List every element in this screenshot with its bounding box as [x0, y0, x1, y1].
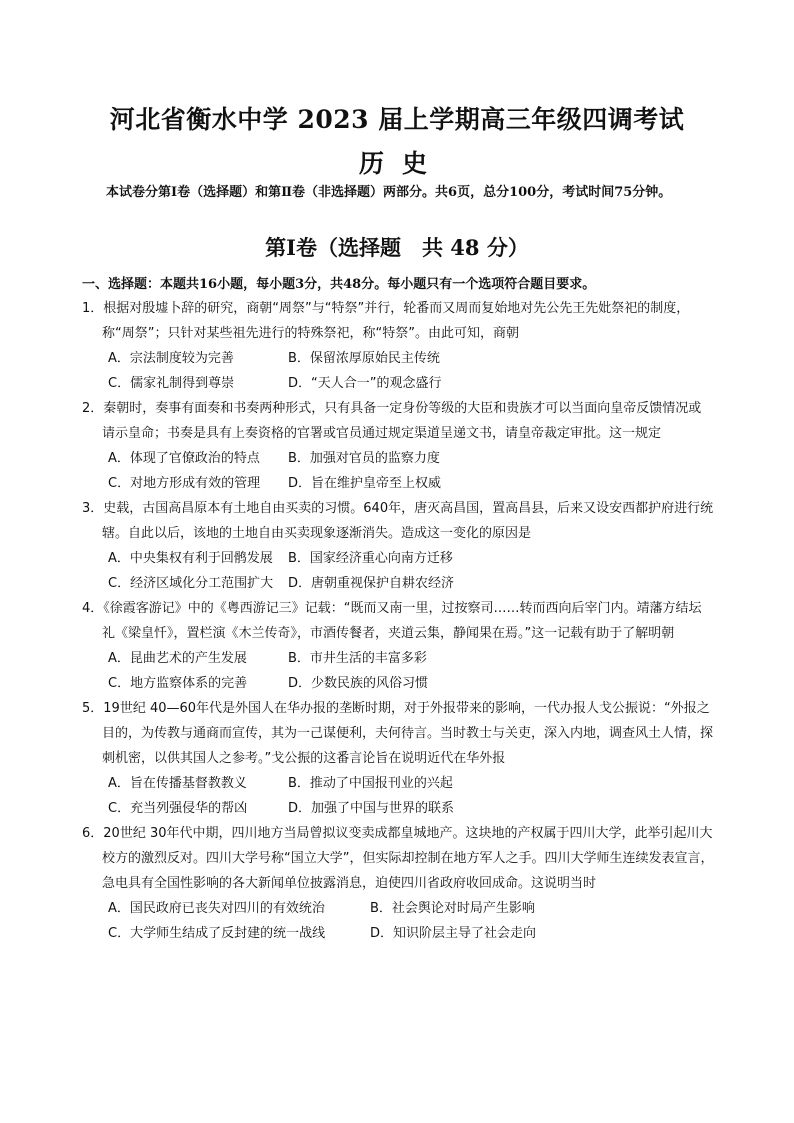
exam-notice: 本试卷分第Ⅰ卷（选择题）和第Ⅱ卷（非选择题）两部分。共6页，总分100分，考试时间75分钟。: [106, 185, 672, 200]
option-b[interactable]: B．社会舆论对时局产生影响: [370, 901, 535, 916]
option-row: [82, 671, 714, 696]
option-row: [82, 646, 714, 671]
option-row: [82, 346, 714, 371]
question-number: 5．: [82, 701, 104, 716]
option-c[interactable]: C．充当列强侵华的帮凶: [108, 801, 248, 816]
option-a[interactable]: A．体现了官僚政治的特点: [108, 451, 260, 466]
subject-title: 历史: [358, 149, 445, 178]
option-c[interactable]: C．大学师生结成了反封建的统一战线: [108, 926, 326, 941]
option-d[interactable]: D．加强了中国与世界的联系: [288, 801, 455, 816]
section-heading: 一、选择题：本题共16小题，每小题3分，共48分。每小题只有一个选项符合题目要求。: [82, 277, 596, 292]
option-b[interactable]: B．国家经济重心向南方迁移: [288, 551, 453, 566]
option-d[interactable]: D．“天人合一”的观念盛行: [288, 376, 442, 391]
option-row: [82, 921, 714, 946]
question-number: 3．: [82, 501, 104, 516]
question-text: 20世纪 30年代中期，四川地方当局曾拟议变卖成都皇城地产。这块地的产权属于四川大学，此举引起川大校方的激烈反对。四川大学号称“国立大学”，但实际却控制在地方军人之手。四川大学师生连续发表宣言，急电具有全国性影响的各大新闻单位披露消息，迫使四川省政府收回成命。这说明当时: [102, 826, 714, 891]
option-row: [82, 896, 714, 921]
question-stem: [82, 696, 714, 771]
option-d[interactable]: D．唐朝重视保护自耕农经济: [288, 576, 455, 591]
option-a[interactable]: A．旨在传播基督教教义: [108, 776, 247, 791]
option-c[interactable]: C．儒家礼制得到尊崇: [108, 376, 235, 391]
option-c[interactable]: C．地方监察体系的完善: [108, 676, 248, 691]
part-title: 第Ⅰ卷（选择题 共 48 分）: [265, 235, 529, 260]
question-text: 史载，古国高昌原本有土地自由买卖的习惯。640年，唐灭高昌国，置高昌县，后来又设安西都护府进行统辖。自此以后，该地的土地自由买卖现象逐渐消失。造成这一变化的原因是: [102, 501, 714, 541]
option-d[interactable]: D．知识阶层主导了社会走向: [370, 926, 537, 941]
option-c[interactable]: C．对地方形成有效的管理: [108, 476, 261, 491]
question-text: 19世纪 40—60年代是外国人在华办报的垄断时期，对于外报带来的影响，一代办报人戈公振说：“外报之目的，为传教与通商而宣传，其为一己谋便利，夫何待言。当时教士与关吏，深入内地，调查风土人情，探刺机密，以供其国人之参考。”戈公振的这番言论旨在说明近代在华外报: [102, 701, 714, 766]
option-d[interactable]: D．少数民族的风俗习惯: [288, 676, 429, 691]
question-number: 1．: [82, 301, 104, 316]
question-6: [82, 821, 714, 946]
question-text: 根据对殷墟卜辞的研究，商朝“周祭”与“特祭”并行，轮番而又周而复始地对先公先王先妣祭祀的制度，称“周祭”；只针对某些祖先进行的特殊祭祀，称“特祭”。由此可知，商朝: [102, 301, 690, 341]
question-stem: [82, 496, 714, 546]
option-row: [82, 371, 714, 396]
question-stem: [82, 296, 714, 346]
option-row: [82, 446, 714, 471]
option-row: [82, 546, 714, 571]
option-row: [82, 771, 714, 796]
option-row: [82, 471, 714, 496]
question-number: 6．: [82, 826, 104, 841]
option-c[interactable]: C．经济区域化分工范围扩大: [108, 576, 274, 591]
exam-title: 河北省衡水中学 2023 届上学期高三年级四调考试: [109, 105, 685, 134]
question-4: [82, 596, 714, 696]
question-5: [82, 696, 714, 821]
question-number: 2．: [82, 401, 104, 416]
question-list: [82, 296, 714, 946]
option-a[interactable]: A．中央集权有利于回鹘发展: [108, 551, 273, 566]
question-text: 秦朝时，奏事有面奏和书奏两种形式，只有具备一定身份等级的大臣和贵族才可以当面向皇帝反馈情况或请示皇命；书奏是具有上奏资格的官署或官员通过规定渠道呈递文书，请皇帝裁定审批。这一规定: [102, 401, 702, 441]
question-stem: [82, 821, 714, 896]
option-d[interactable]: D．旨在维护皇帝至上权威: [288, 476, 442, 491]
option-b[interactable]: B．加强对官员的监察力度: [288, 451, 440, 466]
option-a[interactable]: A．昆曲艺术的产生发展: [108, 651, 247, 666]
option-a[interactable]: A．宗法制度较为完善: [108, 351, 234, 366]
option-row: [82, 796, 714, 821]
option-row: [82, 571, 714, 596]
question-stem: [82, 596, 714, 646]
question-number: 4．: [82, 601, 104, 616]
question-3: [82, 496, 714, 596]
question-1: [82, 296, 714, 396]
option-b[interactable]: B．保留浓厚原始民主传统: [288, 351, 440, 366]
option-b[interactable]: B．推动了中国报刊业的兴起: [288, 776, 453, 791]
question-text: 《徐霞客游记》中的《粤西游记三》记载：“既而又南一里，过按察司……转而西向后宰门内。靖藩方结坛礼《梁皇忏》，置栏演《木兰传奇》，市酒传餐者，夹道云集，静闻果在焉。”这一记载有助于了解明朝: [102, 601, 702, 641]
question-stem: [82, 396, 714, 446]
option-b[interactable]: B．市井生活的丰富多彩: [288, 651, 427, 666]
option-a[interactable]: A．国民政府已丧失对四川的有效统治: [108, 901, 325, 916]
question-2: [82, 396, 714, 496]
